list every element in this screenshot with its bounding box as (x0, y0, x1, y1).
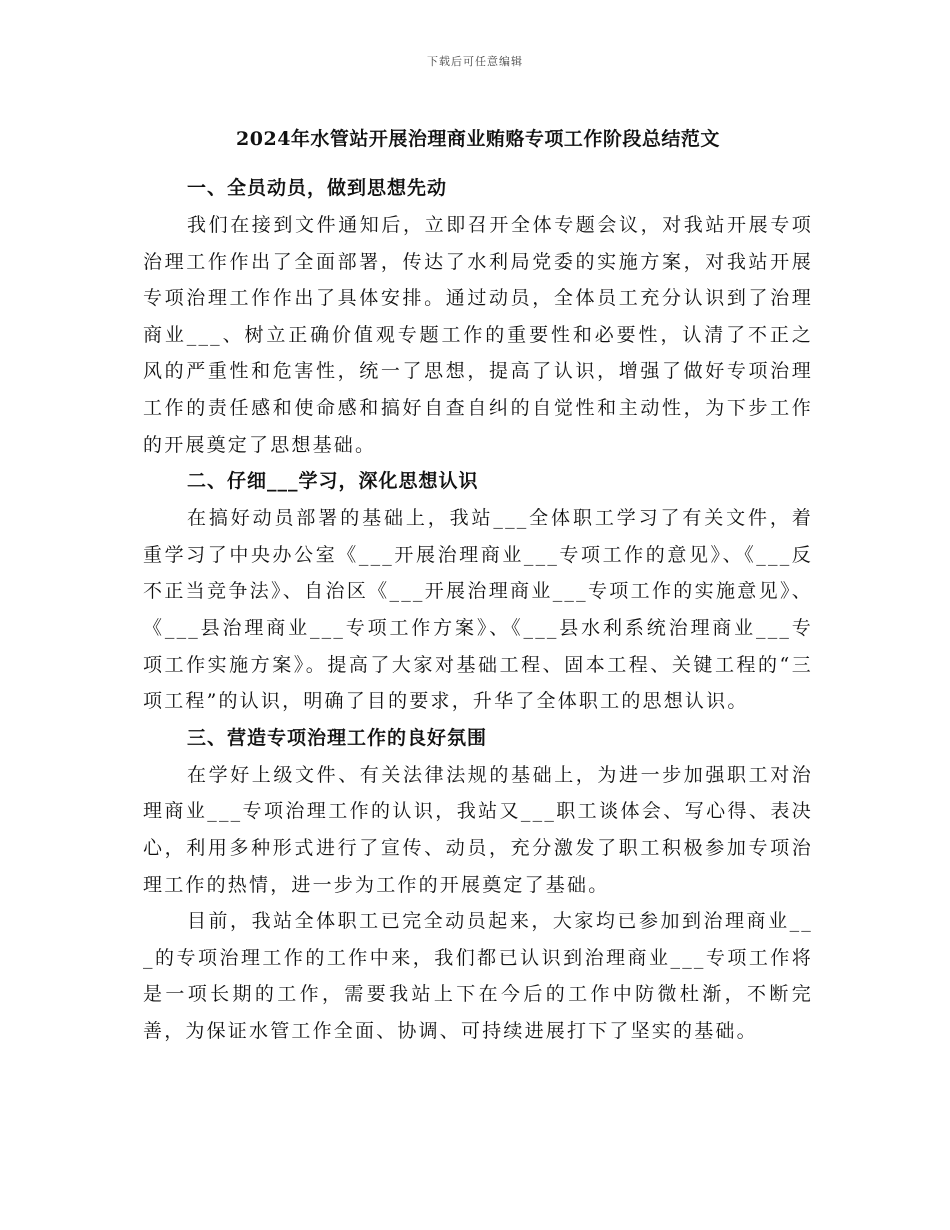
section-2 (143, 463, 813, 720)
header-note: 下载后可任意编辑 (427, 55, 523, 68)
section-heading: 三、营造专项治理工作的良好氛围 (187, 726, 488, 749)
section-3 (143, 720, 813, 1050)
section-heading: 一、全员动员，做到思想先动 (187, 177, 448, 199)
section-paragraph: 目前，我站全体职工已完全动员起来，大家均已参加到治理商业___的专项治理工作的工作中来，我们都已认识到治理商业___专项工作将是一项长期的工作，需要我站上下在今后的工作中防微杜渐，不断完善，为保证水管工作全面、协调、可持续进展打下了坚实的基础。 (143, 910, 813, 1042)
section-paragraph: 在搞好动员部署的基础上，我站___全体职工学习了有关文件，着重学习了中央办公室《___开展治理商业___专项工作的意见》、《___反不正当竞争法》、自治区《___开展治理商业___专项工作的实施意见》、《___县治理商业___专项工作方案》、《___县水利系统治理商业___专项工作实施方案》。提高了大家对基础工程、固本工程、关键工程的“三项工程”的认识，明确了目的要求，升华了全体职工的思想认识。 (143, 507, 813, 713)
section-paragraph: 在学好上级文件、有关法律法规的基础上，为进一步加强职工对治理商业___专项治理工作的认识，我站又___职工谈体会、写心得、表决心，利用多种形式进行了宣传、动员，充分激发了职工积极参加专项治理工作的热情，进一步为工作的开展奠定了基础。 (143, 763, 813, 896)
document-title: 2024年水管站开展治理商业贿赂专项工作阶段总结范文 (236, 128, 720, 150)
section-heading: 二、仔细___学习，深化思想认识 (187, 470, 479, 493)
section-1 (143, 170, 813, 463)
document-body (143, 120, 813, 1049)
section-paragraph: 我们在接到文件通知后，立即召开全体专题会议，对我站开展专项治理工作作出了全面部署，传达了水利局党委的实施方案，对我站开展专项治理工作作出了具体安排。通过动员，全体员工充分认识到了治理商业___、树立正确价值观专题工作的重要性和必要性，认清了不正之风的严重性和危害性，统一了思想，提高了认识，增强了做好专项治理工作的责任感和使命感和搞好自查自纠的自觉性和主动性，为下步工作的开展奠定了思想基础。 (143, 214, 813, 456)
